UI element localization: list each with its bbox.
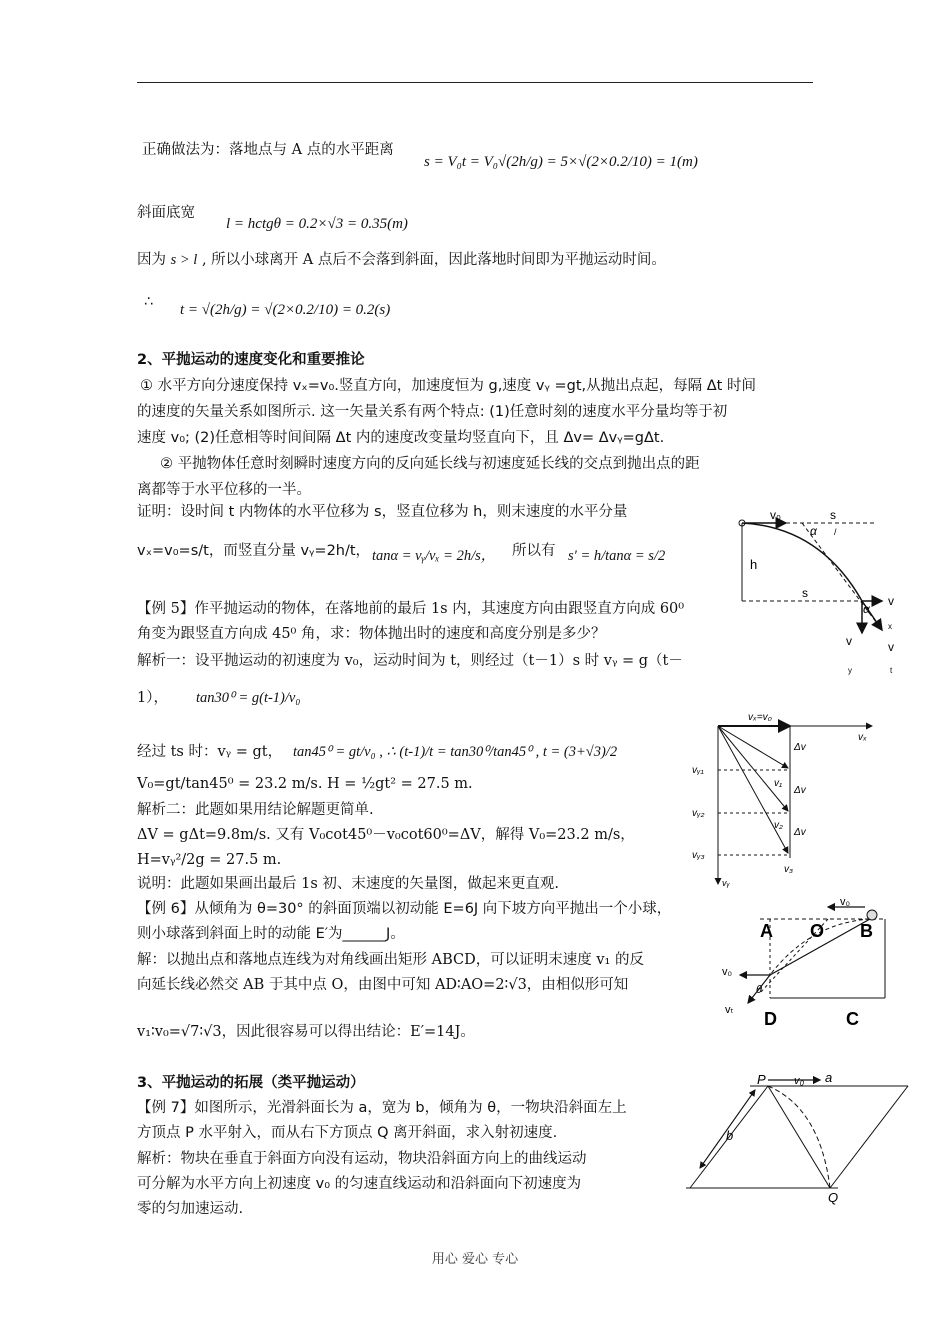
label-v0-left: v₀ (722, 966, 733, 978)
label-vt: v (888, 640, 894, 654)
diagonal-edge (768, 1086, 830, 1188)
label-v1: v₁ (774, 778, 783, 789)
ex5-line-6: V₀=gt/tan45⁰ = 23.2 m/s. H = ½gt² = 27.5 m. (137, 776, 473, 792)
figure-incline-plane (680, 1068, 920, 1210)
label-Q: Q (828, 1190, 839, 1205)
label-alpha-1: α (810, 524, 817, 538)
ex5-line-10: 说明：此题如果画出最后 1s 初、末速度的矢量图，做起来更直观. (137, 876, 559, 892)
page-footer: 用心 爱心 专心 (431, 1252, 519, 1267)
ex7-line-4: 可分解为水平方向上初速度 v₀ 的匀速直线运动和沿斜面向下初速度为 (137, 1176, 582, 1192)
therefore-symbol: ∴ (144, 294, 154, 310)
ex6-line-5: v₁∶v₀=√7∶√3，因此很容易可以得出结论：E′=14J。 (137, 1024, 475, 1040)
label-s-prime: / (834, 527, 837, 537)
ex6-line-2: 则小球落到斜面上时的动能 E′为______J。 (137, 926, 405, 942)
label-dv-1: Δv (794, 742, 806, 753)
label-P: P (757, 1072, 766, 1087)
header-rule (137, 82, 813, 83)
label-vy: vᵧ (722, 878, 730, 888)
section-3-heading: 3、平抛运动的拓展（类平抛运动） (137, 1075, 365, 1091)
label-b: b (726, 1128, 734, 1143)
ex5-line-5a: 经过 ts 时：vᵧ = gt， (137, 744, 283, 760)
line-3-a: 因为 (137, 252, 166, 268)
ex7-line-5: 零的匀加速运动. (137, 1201, 244, 1217)
line-1-formula: s = V₀t = V₀√(2h/g) = 5×√(2×0.2/10) = 1(m) (424, 154, 698, 170)
section-2-p2-line-2: 离都等于水平位移的一半。 (137, 482, 311, 498)
label-theta: θ (756, 984, 762, 996)
label-vy3: vᵧ₃ (692, 850, 705, 861)
label-v3: v₃ (784, 864, 793, 875)
label-vt: vₜ (725, 1004, 734, 1016)
ex5-line-1: 【例 5】作平抛运动的物体，在落地前的最后 1s 内，其速度方向由跟竖直方向成 60⁰ (137, 601, 685, 617)
label-C: C (846, 1009, 859, 1029)
label-A: A (760, 921, 773, 941)
ex7-line-2: 方顶点 P 水平射入，而从右下方顶点 Q 离开斜面，求入射初速度. (137, 1125, 558, 1141)
label-alpha-2: α (863, 602, 870, 616)
label-vy: v (846, 634, 852, 648)
ex7-line-3: 解析：物块在垂直于斜面方向没有运动，物块沿斜面方向上的曲线运动 (137, 1151, 587, 1167)
label-s-bottom: s (802, 586, 808, 600)
section-2-p1-line-1: ① 水平方向分速度保持 vₓ=v₀.竖直方向，加速度恒为 g,速度 vᵧ =gt,从抛出点起，每隔 Δt 时间 (140, 378, 756, 394)
proof-line-2b: 所以有 (512, 543, 556, 559)
line-4-formula: t = √(2h/g) = √(2×0.2/10) = 0.2(s) (180, 302, 391, 318)
ex6-line-4: 向延长线必然交 AB 于其中点 O，由图中可知 AD∶AO=2∶√3，由相似形可知 (137, 977, 629, 993)
line-3-math: s > l (170, 252, 198, 268)
line-3 (137, 248, 666, 272)
section-2-heading: 2、平抛运动的速度变化和重要推论 (137, 352, 365, 368)
label-top-vx-v0: vₓ=v₀ (748, 712, 772, 723)
ex5-formula-tan30: tan30⁰ = g(t-1)/v₀ (196, 690, 301, 706)
ball (867, 910, 877, 920)
ex5-line-3: 解析一：设平抛运动的初速度为 v₀，运动时间为 t，则经过（t－1）s 时 vᵧ = g（t－ (137, 653, 683, 669)
proof-line-2a: vₓ=v₀=s/t，而竖直分量 vᵧ=2h/t， (137, 543, 371, 559)
label-D: D (764, 1009, 777, 1029)
label-vy1: vᵧ₁ (692, 765, 704, 776)
v1-vector (718, 726, 788, 768)
label-B: B (860, 921, 873, 941)
label-dv-2: Δv (794, 785, 806, 796)
ex5-line-8: ΔV = gΔt=9.8m/s. 又有 V₀cot45⁰－v₀cot60⁰=ΔV，解得 V₀=23.2 m/s， (137, 827, 635, 843)
label-dv-3: Δv (794, 827, 806, 838)
section-2-p2-line-1: ② 平抛物体任意时刻瞬时速度方向的反向延长线与初速度延长线的交点到抛出点的距 (160, 456, 700, 472)
figure-projectile-geometry (730, 505, 910, 685)
label-vx-sub: x (888, 622, 892, 631)
proof-line-1: 证明：设时间 t 内物体的水平位移为 s，竖直位移为 h，则末速度的水平分量 (137, 504, 628, 520)
label-v: v (888, 594, 894, 608)
label-v0: v₀ (770, 508, 781, 522)
line-3-b: , 所以小球离开 A 点后不会落到斜面，因此落地时间即为平抛运动时间。 (201, 252, 666, 268)
label-v0-top: v₀ (840, 896, 851, 908)
ex6-line-1: 【例 6】从倾角为 θ=30° 的斜面顶端以初动能 E=6J 向下坡方向平抛出一个小球， (137, 901, 672, 917)
proof-formula-2: s′ = h/tanα = s/2 (568, 548, 666, 564)
ex6-line-3: 解：以抛出点和落地点连线为对角线画出矩形 ABCD，可以证明末速度 v₁ 的反 (137, 952, 644, 968)
label-v2: v₂ (774, 820, 783, 831)
line-2-formula: l = hctgθ = 0.2×√3 = 0.35(m) (226, 216, 408, 232)
label-a: a (825, 1070, 833, 1085)
ex7-line-1: 【例 7】如图所示，光滑斜面长为 a，宽为 b，倾角为 θ，一物块沿斜面左上 (137, 1100, 627, 1116)
v2-vector (718, 726, 788, 811)
label-v0: v₀ (794, 1075, 805, 1087)
v3-vector (718, 726, 788, 853)
line-2-text: 斜面底宽 (137, 205, 195, 221)
line-1-text: 正确做法为：落地点与 A 点的水平距离 (142, 142, 394, 158)
ex5-line-9: H=vᵧ²/2g = 27.5 m. (137, 852, 282, 868)
label-s-top: s (830, 508, 836, 522)
label-O: O (810, 921, 825, 941)
label-h: h (750, 557, 758, 572)
ex5-line-4a: 1）， (137, 690, 168, 706)
label-vy-sub: y (848, 666, 852, 675)
velocity-extension (802, 523, 882, 630)
figure-rectangle-abcd (720, 893, 895, 1033)
ex5-line-2: 角变为跟竖直方向成 45⁰ 角，求：物体抛出时的速度和高度分别是多少？ (137, 626, 606, 642)
ex5-line-7: 解析二：此题如果用结论解题更简单. (137, 802, 374, 818)
label-vy2: vᵧ₂ (692, 808, 705, 819)
section-2-p1-line-3: 速度 v₀; (2)任意相等时间间隔 Δt 内的速度改变量均竖直向下，且 Δv= Δvᵧ=gΔt. (137, 430, 665, 446)
proof-formula-1: tanα = vᵧ/vₓ = 2h/s， (372, 548, 496, 564)
right-edge (830, 1086, 908, 1188)
label-vx: vₓ (858, 732, 867, 743)
label-vt-sub: t (890, 666, 893, 675)
figure-velocity-vectors (690, 700, 880, 890)
section-2-p1-line-2: 的速度的矢量关系如图所示. 这一矢量关系有两个特点: (1)任意时刻的速度水平分量均等于初 (137, 404, 728, 420)
ex5-formula-t: tan45⁰ = gt/v₀ , ∴ (t-1)/t = tan30⁰/tan45⁰ , t = (3+√3)/2 (293, 744, 618, 760)
